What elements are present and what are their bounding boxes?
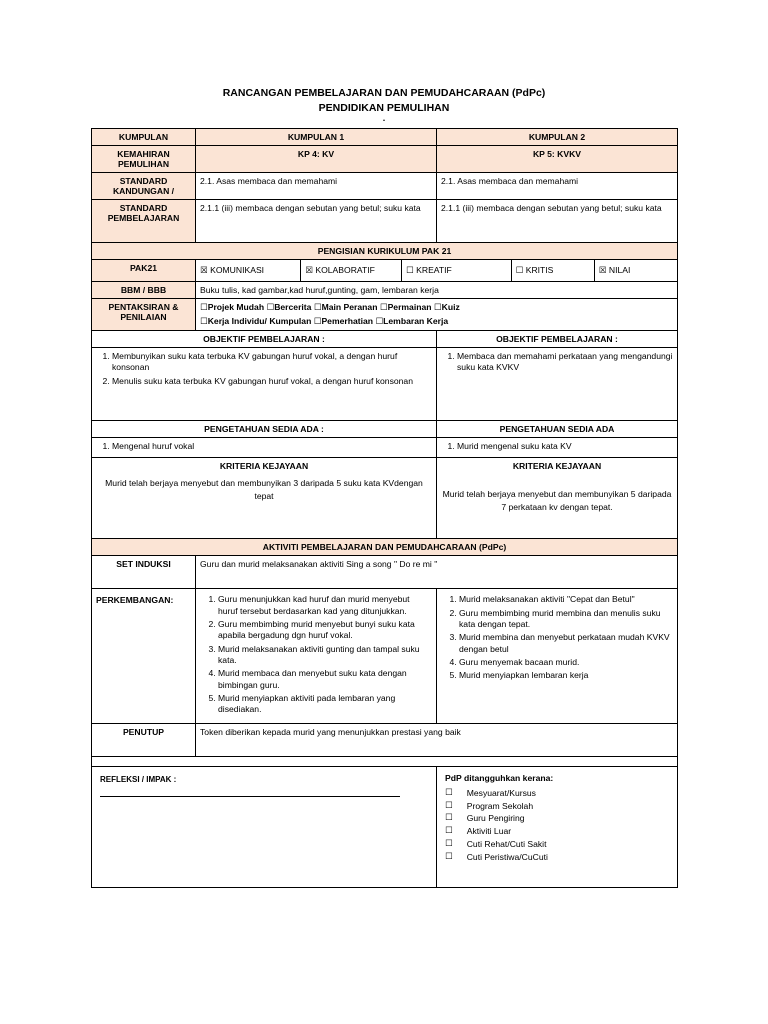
list-item[interactable]: [445, 851, 669, 864]
kriteria-header-right: KRITERIA KEJAYAAN: [437, 458, 678, 475]
kriteria-header-left: KRITERIA KEJAYAAN: [92, 458, 437, 475]
table-row: [92, 458, 678, 475]
pdp-reason-list: [445, 787, 669, 864]
kriteria-right-text: Murid telah berjaya menyebut dan membunyikan 5 daripada 7 perkataan kv dengan tepat.: [437, 474, 678, 539]
standard-pembelajaran-kumpulan-2: 2.1.1 (iii) membaca dengan sebutan yang betul; suku kata: [437, 199, 678, 242]
lesson-plan-table-wrap: [91, 128, 677, 888]
pentaksiran-label: Lembaran Kerja: [383, 315, 449, 326]
checkbox-program-sekolah[interactable]: ☐: [445, 800, 453, 811]
pdp-reason-label: Cuti Rehat/Cuti Sakit: [466, 839, 547, 850]
pak21-option-label: NILAI: [608, 264, 631, 275]
pdp-reason-label: Program Sekolah: [466, 800, 534, 811]
pak21-section-header: PENGISIAN KURIKULUM PAK 21: [92, 242, 678, 259]
list-item[interactable]: [445, 825, 669, 838]
document-title: [0, 86, 768, 122]
pak21-option-nilai[interactable]: [594, 260, 677, 281]
table-row: [92, 347, 678, 420]
table-row: [92, 556, 678, 589]
list-item: 1. Murid melaksanakan aktiviti "Cepat dan Betul": [459, 594, 671, 605]
table-row: [92, 437, 678, 457]
pak21-option-label: KOMUNIKASI: [210, 264, 265, 275]
pak21-option-kritis[interactable]: [511, 260, 594, 281]
objektif-header-right: OBJEKTIF PEMBELAJARAN :: [437, 330, 678, 347]
perkembangan-left-items: [196, 589, 437, 723]
kemahiran-kumpulan-2: KP 5: KVKV: [437, 145, 678, 172]
list-item[interactable]: [445, 800, 669, 813]
pentaksiran-line-2: [200, 316, 673, 327]
table-row: [92, 723, 678, 756]
label-bbm-bbb: BBM / BBB: [92, 281, 196, 298]
pak21-option-komunikasi[interactable]: [196, 260, 301, 281]
standard-pembelajaran-kumpulan-1: 2.1.1 (iii) membaca dengan sebutan yang betul; suku kata: [196, 199, 437, 242]
label-kumpulan: KUMPULAN: [92, 128, 196, 145]
list-item: 1. Murid mengenal suku kata KV: [457, 441, 673, 452]
table-row: [92, 242, 678, 259]
standard-kandungan-kumpulan-1: 2.1. Asas membaca dan memahami: [196, 172, 437, 199]
objektif-left-items: [92, 347, 437, 420]
title-line-2: PENDIDIKAN PEMULIHAN: [318, 102, 450, 115]
title-line-1: RANCANGAN PEMBELAJARAN DAN PEMUDAHCARAAN (PdPc): [222, 87, 546, 99]
list-item: 1. Mengenal huruf vokal: [112, 441, 432, 452]
pentaksiran-line-1: [200, 302, 673, 313]
checkbox-pemerhatian[interactable]: ☐: [313, 316, 322, 327]
list-item: 5. Murid menyiapkan lembaran kerja: [459, 670, 671, 681]
checkbox-kuiz[interactable]: ☐: [433, 302, 442, 313]
title-mark: .: [382, 113, 386, 124]
checkbox-kerja-individu-kumpulan[interactable]: ☐: [200, 316, 208, 327]
checkbox-cuti-rehat-sakit[interactable]: ☐: [445, 839, 453, 850]
pak21-option-label: KREATIF: [416, 264, 452, 275]
kemahiran-kumpulan-1: KP 4: KV: [196, 145, 437, 172]
table-row: [92, 330, 678, 347]
aktiviti-section-header: AKTIVITI PEMBELAJARAN DAN PEMUDAHCARAAN (PdPc): [92, 539, 678, 556]
label-standard-kandungan: STANDARD KANDUNGAN /: [92, 172, 196, 199]
pdp-reason-label: Aktiviti Luar: [466, 826, 512, 837]
table-row: [92, 420, 678, 437]
pentaksiran-options: [196, 298, 678, 330]
pengetahuan-header-right: PENGETAHUAN SEDIA ADA: [437, 420, 678, 437]
pentaksiran-label: Permainan: [387, 301, 432, 312]
pengetahuan-header-left: PENGETAHUAN SEDIA ADA :: [92, 420, 437, 437]
table-row: [92, 298, 678, 330]
list-item: 4. Murid membaca dan menyebut suku kata dengan bimbingan guru.: [218, 668, 430, 691]
pengetahuan-left-items: [92, 437, 437, 457]
label-penutup: PENUTUP: [92, 723, 196, 756]
list-item: 5. Murid menyiapkan aktiviti pada lembaran yang disediakan.: [218, 693, 430, 716]
pak21-option-kolaboratif[interactable]: [301, 260, 402, 281]
checkbox-kolaboratif[interactable]: ☒: [305, 265, 313, 276]
objektif-right-items: [437, 347, 678, 420]
bbm-bbb-value: Buku tulis, kad gambar,kad huruf,gunting, gam, lembaran kerja: [196, 281, 678, 298]
list-item: 1. Membaca dan memahami perkataan yang mengandungi suku kata KVKV: [457, 351, 673, 374]
table-row: [92, 589, 678, 723]
checkbox-permainan[interactable]: ☐: [379, 302, 388, 313]
checkbox-guru-pengiring[interactable]: ☐: [445, 813, 453, 824]
table-spacer: [92, 756, 678, 766]
set-induksi-value: Guru dan murid melaksanakan aktiviti Sing a song " Do re mi ": [196, 556, 678, 589]
list-item: 2. Guru membimbing murid membina dan menulis suku kata dengan tepat.: [459, 608, 671, 631]
table-row: [92, 199, 678, 242]
pak21-options: [196, 259, 678, 281]
label-refleksi-impak: REFLEKSI / IMPAK :: [100, 774, 177, 784]
list-item: 1. Membunyikan suku kata terbuka KV gabungan huruf vokal, a dengan huruf konsonan: [112, 351, 432, 374]
table-row: [92, 172, 678, 199]
checkbox-komunikasi[interactable]: ☒: [200, 265, 208, 276]
checkbox-projek-mudah[interactable]: ☐: [200, 302, 208, 313]
label-standard-pembelajaran: STANDARD PEMBELAJARAN: [92, 199, 196, 242]
list-item: 4. Guru menyemak bacaan murid.: [459, 657, 671, 668]
pentaksiran-label: Kerja Individu/ Kumpulan: [207, 315, 312, 326]
list-item: 3. Murid membina dan menyebut perkataan mudah KVKV dengan betul: [459, 632, 671, 655]
list-item[interactable]: [445, 812, 669, 825]
list-item: 1. Guru menunjukkan kad huruf dan murid menyebut huruf tersebut berdasarkan kad yang ditunjukkan.: [218, 594, 430, 617]
penutup-value: Token diberikan kepada murid yang menunjukkan prestasi yang baik: [196, 723, 678, 756]
kumpulan-2: KUMPULAN 2: [437, 128, 678, 145]
kriteria-left-text: Murid telah berjaya menyebut dan membunyikan 3 daripada 5 suku kata KVdengan tepat: [92, 474, 437, 539]
pak21-option-label: KOLABORATIF: [315, 264, 375, 275]
table-row: [92, 539, 678, 556]
table-row: [92, 766, 678, 887]
pengetahuan-right-items: [437, 437, 678, 457]
list-item: 2. Menulis suku kata terbuka KV gabungan huruf vokal, a dengan huruf konsonan: [112, 376, 432, 387]
pdp-reason-label: Guru Pengiring: [466, 813, 525, 824]
pdp-title: PdP ditangguhkan kerana:: [445, 772, 554, 783]
table-row: [92, 128, 678, 145]
checkbox-mesyuarat-kursus[interactable]: ☐: [445, 787, 453, 798]
list-item: 2. Guru membimbing murid menyebut bunyi suku kata apabila bergadung dgn huruf vokal.: [218, 619, 430, 642]
pentaksiran-label: Bercerita: [274, 301, 312, 312]
pdp-reason-label: Mesyuarat/Kursus: [466, 787, 536, 798]
pak21-option-kreatif[interactable]: [402, 260, 512, 281]
checkbox-cuti-peristiwa[interactable]: ☐: [445, 852, 453, 863]
table-row: [92, 259, 678, 281]
kumpulan-1: KUMPULAN 1: [196, 128, 437, 145]
lesson-plan-table: [91, 128, 678, 888]
checkbox-nilai[interactable]: ☒: [598, 265, 607, 276]
spacer-cell: [92, 756, 678, 766]
checkbox-main-peranan[interactable]: ☐: [313, 302, 322, 313]
table-row: [92, 145, 678, 172]
checkbox-kritis[interactable]: ☐: [515, 265, 524, 276]
table-row: [92, 281, 678, 298]
pentaksiran-label: Pemerhatian: [321, 315, 374, 326]
checkbox-aktiviti-luar[interactable]: ☐: [445, 826, 453, 837]
perkembangan-right-items: [437, 589, 678, 723]
pentaksiran-label: Kuiz: [441, 301, 460, 312]
refleksi-impak-cell: [92, 766, 437, 887]
pdp-reason-label: Cuti Peristiwa/CuCuti: [466, 852, 548, 863]
list-item[interactable]: [445, 787, 669, 800]
refleksi-write-line[interactable]: [100, 796, 400, 797]
pentaksiran-label: Projek Mudah: [207, 301, 265, 312]
checkbox-lembaran-kerja[interactable]: ☐: [375, 316, 384, 327]
pentaksiran-label: Main Peranan: [321, 301, 378, 312]
pdp-ditangguhkan-cell: [437, 766, 678, 887]
label-perkembangan: PERKEMBANGAN:: [92, 589, 196, 723]
list-item[interactable]: [445, 838, 669, 851]
label-pentaksiran-penilaian: PENTAKSIRAN & PENILAIAN: [92, 298, 196, 330]
objektif-header-left: OBJEKTIF PEMBELAJARAN :: [92, 330, 437, 347]
label-pak21: PAK21: [92, 259, 196, 281]
checkbox-bercerita[interactable]: ☐: [266, 302, 275, 313]
pak21-option-label: KRITIS: [525, 264, 554, 275]
standard-kandungan-kumpulan-2: 2.1. Asas membaca dan memahami: [437, 172, 678, 199]
list-item: 3. Murid melaksanakan aktiviti gunting dan tampal suku kata.: [218, 644, 430, 667]
label-kemahiran-pemulihan: KEMAHIRAN PEMULIHAN: [92, 145, 196, 172]
table-row: [92, 474, 678, 539]
label-set-induksi: SET INDUKSI: [92, 556, 196, 589]
checkbox-kreatif[interactable]: ☐: [406, 265, 414, 276]
